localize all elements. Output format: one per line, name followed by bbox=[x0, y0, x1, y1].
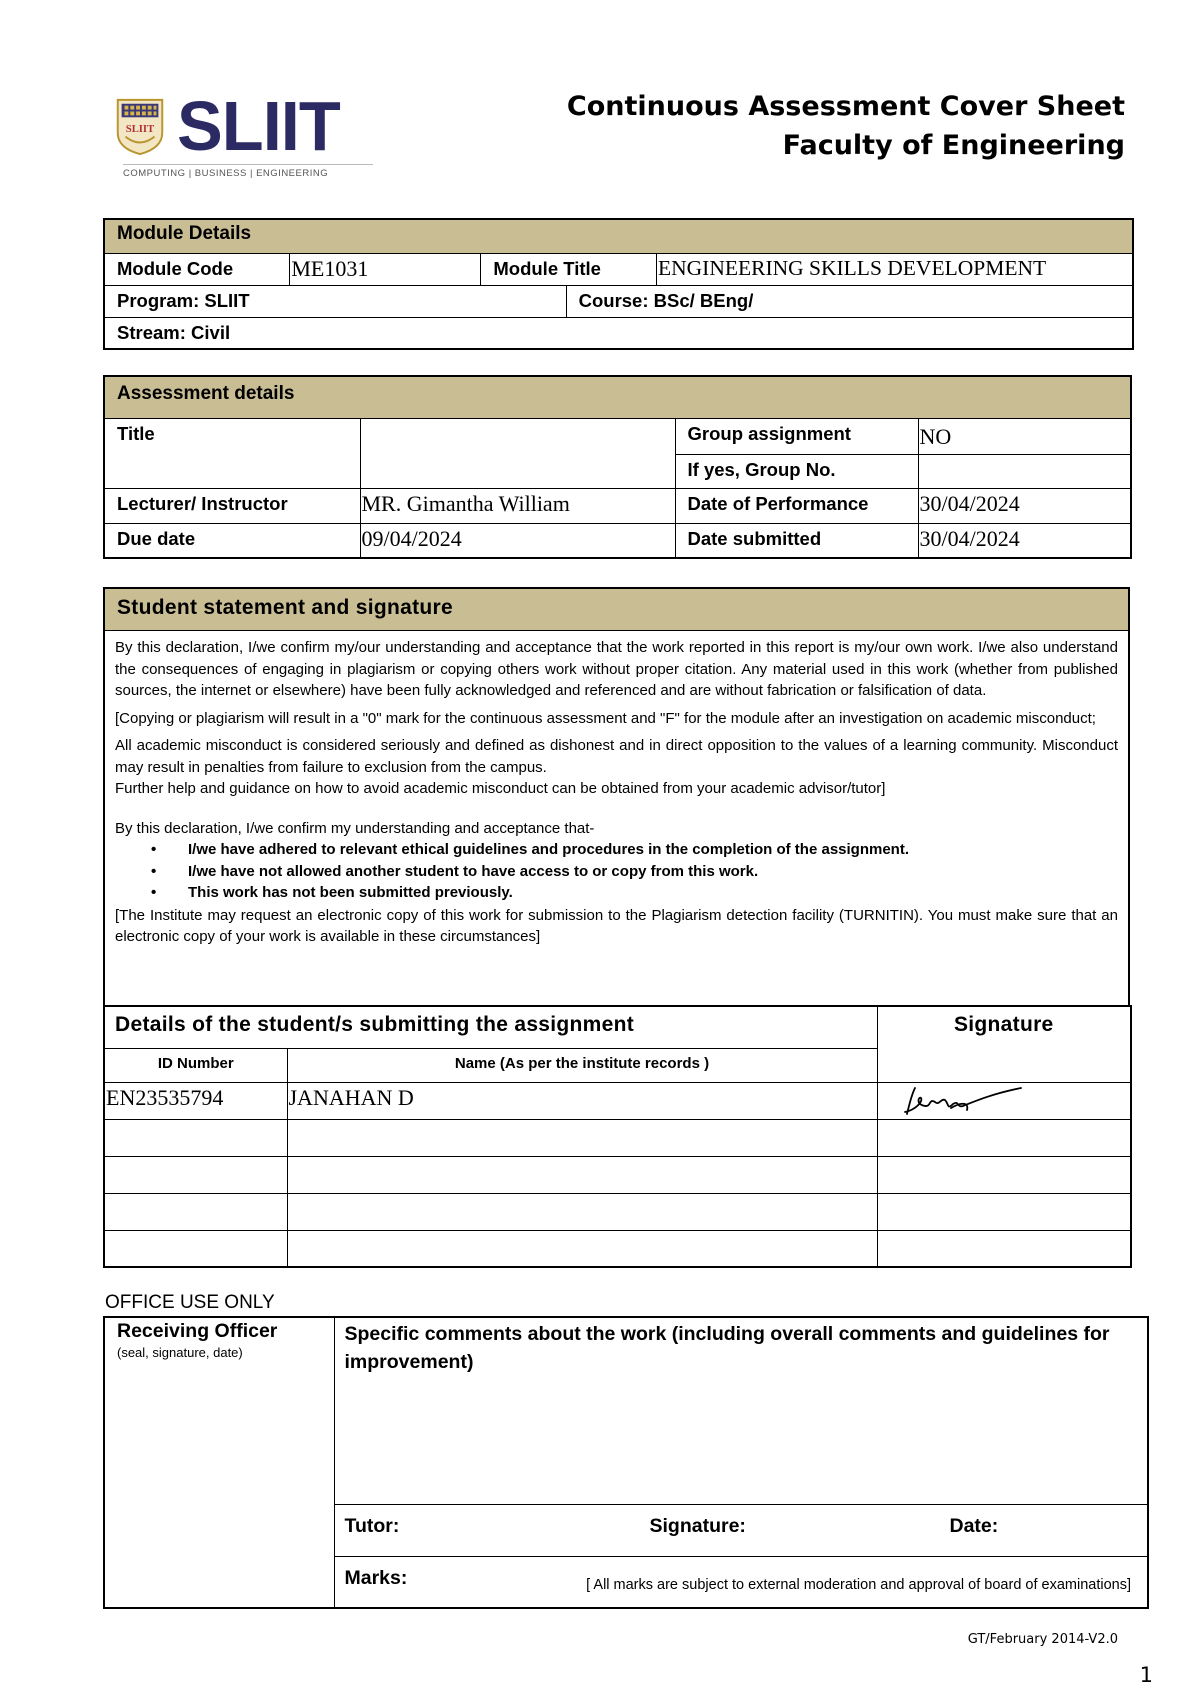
date-submitted-value[interactable]: 30/04/2024 bbox=[918, 523, 1131, 558]
name-header: Name (As per the institute records ) bbox=[287, 1048, 877, 1082]
group-assignment-value[interactable]: NO bbox=[918, 418, 1131, 454]
statement-header: Student statement and signature bbox=[105, 589, 1128, 631]
module-code-label: Module Code bbox=[104, 253, 290, 285]
module-title-label: Module Title bbox=[481, 253, 657, 285]
module-code-value[interactable]: ME1031 bbox=[290, 253, 481, 285]
program-field: Program: SLIIT bbox=[104, 285, 566, 317]
id-number-header: ID Number bbox=[104, 1048, 287, 1082]
page-number: 1 bbox=[1139, 1663, 1153, 1687]
document-subtitle: Faculty of Engineering bbox=[782, 130, 1125, 161]
date-submitted-label: Date submitted bbox=[675, 523, 918, 558]
student-name-cell[interactable]: JANAHAN D bbox=[287, 1082, 877, 1119]
assessment-details-table bbox=[103, 375, 1132, 559]
crest-icon bbox=[115, 96, 165, 156]
students-heading: Details of the student/s submitting the assignment bbox=[104, 1006, 877, 1048]
title-value[interactable] bbox=[360, 418, 675, 488]
lecturer-label: Lecturer/ Instructor bbox=[104, 488, 360, 523]
student-name-cell[interactable] bbox=[287, 1156, 877, 1193]
tutor-date-label: Date: bbox=[949, 1514, 999, 1537]
version-label: GT/February 2014-V2.0 bbox=[967, 1632, 1118, 1647]
statement-body bbox=[105, 631, 1128, 948]
tutor-row bbox=[334, 1504, 1148, 1556]
due-date-value[interactable]: 09/04/2024 bbox=[360, 523, 675, 558]
table-row bbox=[104, 1119, 1131, 1156]
comments-cell[interactable]: Specific comments about the work (including overall comments and guidelines for improvement) bbox=[334, 1317, 1148, 1504]
student-id-cell[interactable] bbox=[104, 1193, 287, 1230]
svg-text:SLIIT: SLIIT bbox=[125, 123, 155, 135]
receiving-officer-cell[interactable] bbox=[104, 1317, 334, 1608]
handwritten-signature bbox=[903, 1084, 1023, 1118]
receiving-officer-label: Receiving Officer bbox=[117, 1320, 278, 1342]
due-date-label: Due date bbox=[104, 523, 360, 558]
plagiarism-paragraph: [Copying or plagiarism will result in a "0" mark for the continuous assessment and "F" for the module after an investigation on academic misconduct; bbox=[115, 709, 1096, 727]
assessment-details-header: Assessment details bbox=[104, 376, 1131, 418]
student-signature-cell[interactable] bbox=[877, 1156, 1131, 1193]
acceptance-item: • I/we have not allowed another student to have access to or copy from this work. bbox=[115, 861, 1118, 883]
table-row bbox=[104, 1193, 1131, 1230]
student-id-cell[interactable] bbox=[104, 1230, 287, 1267]
table-row bbox=[104, 1230, 1131, 1267]
sliit-logo bbox=[115, 87, 370, 182]
student-id-cell[interactable] bbox=[104, 1119, 287, 1156]
office-use-table bbox=[103, 1316, 1149, 1609]
guidance-paragraph: Further help and guidance on how to avoid academic misconduct can be obtained from your academic advisor/tutor] bbox=[115, 780, 886, 797]
group-no-value[interactable] bbox=[918, 454, 1131, 488]
logo-tagline: COMPUTING | BUSINESS | ENGINEERING bbox=[123, 164, 373, 179]
group-no-label: If yes, Group No. bbox=[675, 454, 918, 488]
course-field: Course: BSc/ BEng/ bbox=[566, 285, 1133, 317]
marks-label: Marks: bbox=[344, 1566, 408, 1589]
module-details-header: Module Details bbox=[104, 219, 1133, 253]
lecturer-value[interactable]: MR. Gimantha William bbox=[360, 488, 675, 523]
signature-heading: Signature bbox=[877, 1006, 1131, 1082]
acceptance-intro: By this declaration, I/we confirm my understanding and acceptance that- bbox=[115, 819, 595, 837]
students-table bbox=[103, 1005, 1132, 1268]
turnitin-paragraph: [The Institute may request an electronic copy of this work for submission to the Plagiarism detection facility (TURNITIN). You must make sure that an electronic copy of your work is available in these circumstances] bbox=[115, 906, 1118, 945]
date-of-performance-label: Date of Performance bbox=[675, 488, 918, 523]
student-signature-cell[interactable] bbox=[877, 1230, 1131, 1267]
document-title: Continuous Assessment Cover Sheet bbox=[566, 91, 1125, 122]
title-label: Title bbox=[104, 418, 360, 488]
student-signature-cell[interactable] bbox=[877, 1193, 1131, 1230]
stream-field: Stream: Civil bbox=[104, 317, 1133, 349]
group-assignment-label: Group assignment bbox=[675, 418, 918, 454]
acceptance-item: • I/we have adhered to relevant ethical guidelines and procedures in the completion of the assignment. bbox=[115, 839, 1118, 861]
student-name-cell[interactable] bbox=[287, 1119, 877, 1156]
marks-row bbox=[334, 1556, 1148, 1608]
tutor-label: Tutor: bbox=[344, 1514, 400, 1537]
logo-wordmark: SLIIT bbox=[177, 87, 340, 165]
student-id-cell[interactable] bbox=[104, 1156, 287, 1193]
student-signature-cell[interactable] bbox=[877, 1119, 1131, 1156]
tutor-signature-label: Signature: bbox=[649, 1514, 746, 1537]
marks-disclaimer: [ All marks are subject to external moderation and approval of board of examinations] bbox=[586, 1576, 1131, 1593]
module-title-value[interactable]: ENGINEERING SKILLS DEVELOPMENT bbox=[656, 253, 1133, 285]
student-statement-box bbox=[103, 587, 1130, 1007]
misconduct-paragraph: All academic misconduct is considered seriously and defined as dishonest and in direct opposition to the values of a learning community. Misconduct may result in penalties from failure to exclusion from the campus. bbox=[115, 737, 1118, 776]
acceptance-item: • This work has not been submitted previously. bbox=[115, 882, 1118, 904]
office-use-label: OFFICE USE ONLY bbox=[105, 1292, 275, 1313]
student-name-cell[interactable] bbox=[287, 1230, 877, 1267]
student-signature-cell[interactable] bbox=[877, 1082, 1131, 1119]
module-details-table bbox=[103, 218, 1134, 350]
acceptance-list bbox=[115, 839, 1118, 904]
student-id-cell[interactable]: EN23535794 bbox=[104, 1082, 287, 1119]
table-row bbox=[104, 1082, 1131, 1119]
table-row bbox=[104, 1156, 1131, 1193]
student-name-cell[interactable] bbox=[287, 1193, 877, 1230]
receiving-officer-note: (seal, signature, date) bbox=[117, 1345, 243, 1360]
declaration-paragraph: By this declaration, I/we confirm my/our understanding and acceptance that the work reported in this report is my/our own work. I/we also understand the consequences of engaging in plagiarism or copying others work without proper citation. Any material used in this work (whether from published sources, the internet or elsewhere) have been fully acknowledged and referenced and are without fabrication or falsification of data. bbox=[115, 639, 1118, 699]
date-of-performance-value[interactable]: 30/04/2024 bbox=[918, 488, 1131, 523]
